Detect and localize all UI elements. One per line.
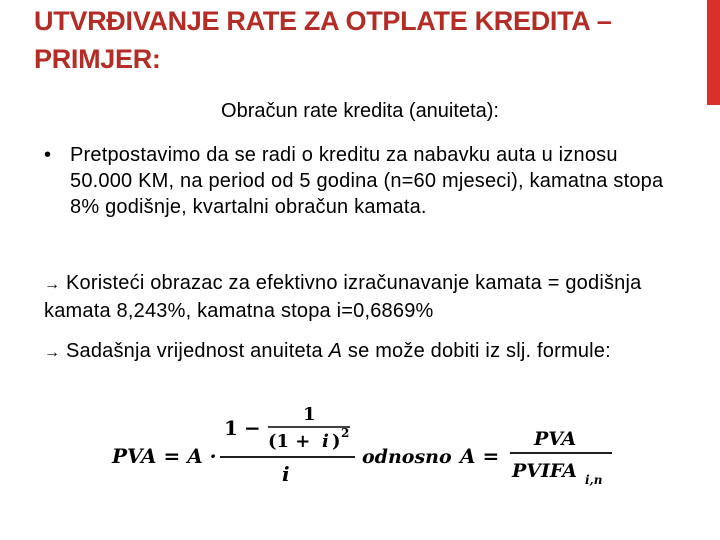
formula-num-one: 1 bbox=[224, 416, 238, 440]
arrow-icon: → bbox=[44, 344, 61, 361]
paragraph-effective-rate-text: Koristeći obrazac za efektivno izračunavanje kamata = godišnja kamata 8,243%, kamatna stopa i=0,6869% bbox=[44, 272, 642, 322]
formula-inner-den-close: ) bbox=[332, 431, 341, 452]
bullet-dot: • bbox=[44, 144, 52, 166]
formula-rhs-num: PVA bbox=[534, 428, 577, 450]
annuity-formula bbox=[110, 395, 630, 505]
formula-inner-den-var: i bbox=[322, 431, 329, 452]
formula-rhs-sub: i,n bbox=[585, 473, 603, 487]
formula-connector: odnosno bbox=[362, 446, 452, 468]
bullet-text: Pretpostavimo da se radi o kreditu za nabavku auta u iznosu 50.000 KM, na period od 5 godina (n=60 mjeseci), kamatna stopa 8% godišnje, kvartalni obračun kamata. bbox=[70, 144, 664, 218]
formula-lhs: PVA = A · bbox=[112, 444, 217, 468]
slide-title: UTVRĐIVANJE RATE ZA OTPLATE KREDITA – PRIMJER: bbox=[34, 6, 612, 74]
formula-inner-num: 1 bbox=[303, 404, 316, 425]
slide-subtitle: Obračun rate kredita (anuiteta): bbox=[221, 100, 499, 122]
arrow-icon: → bbox=[44, 276, 61, 293]
paragraph-present-value-text-2: se može dobiti iz slj. formule: bbox=[342, 340, 611, 362]
formula-rhs-den: PVIFA bbox=[512, 460, 578, 482]
paragraph-effective-rate bbox=[44, 270, 684, 324]
formula-den: i bbox=[282, 462, 290, 486]
paragraph-present-value-var: A bbox=[328, 340, 343, 362]
paragraph-present-value-text-1: Sadašnja vrijednost anuiteta bbox=[65, 340, 329, 362]
formula-inner-den-open: (1 + bbox=[268, 431, 311, 452]
bullet-item bbox=[44, 142, 684, 220]
accent-bar bbox=[707, 0, 720, 105]
formula-minus: − bbox=[244, 416, 261, 440]
formula-inner-exp: 2 bbox=[341, 426, 350, 440]
formula-rhs-lhs: A = bbox=[460, 444, 500, 468]
paragraph-present-value bbox=[44, 338, 684, 366]
